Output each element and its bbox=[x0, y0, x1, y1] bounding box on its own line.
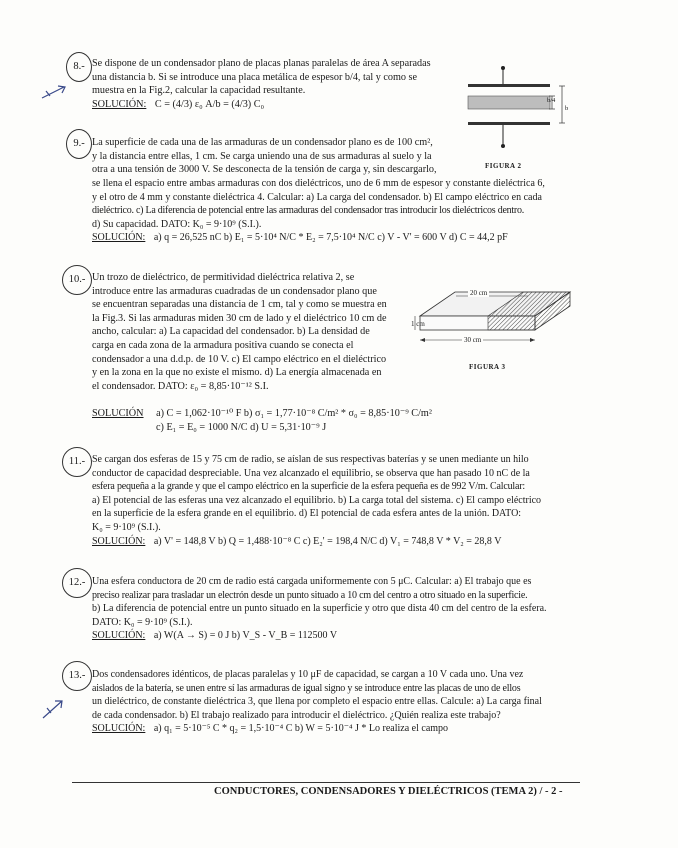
text-line: La superficie de cada una de las armaduras de un condensador plano es de 100 cm², bbox=[92, 137, 433, 148]
problem-number-8: 8.- bbox=[66, 52, 92, 82]
solution-value: a) q = 26,525 nC b) E₁ = 5·10⁴ N/C * E₂ = 7,5·10⁴ N/C c) V - V' = 600 V d) C = 44,2 pF bbox=[153, 232, 508, 244]
figure-2-label-b4: b/4 bbox=[547, 97, 556, 104]
text-line: dieléctrico. c) La diferencia de potencial entre las armaduras del condensador tras introducir los dieléctricos dentro. bbox=[92, 205, 524, 217]
figure-3-label-20cm: 20 cm bbox=[470, 289, 488, 297]
text-line: de cada condensador. b) El trabajo realizado para introducir el dieléctrico. ¿Quién realiza este trabajo? bbox=[92, 709, 501, 721]
solution-value: a) W(A → S) = 0 J b) V_S - V_B = 112500 V bbox=[153, 630, 338, 642]
text-line: Dos condensadores idénticos, de placas paralelas y 10 μF de capacidad, se cargan a 10 V cada uno. Una vez bbox=[92, 669, 524, 680]
pen-arrow-mark bbox=[40, 82, 70, 102]
problem-11-text bbox=[92, 453, 582, 548]
text-line: a) El potencial de las esferas una vez alcanzado el equilibrio. b) La carga total del sistema. c) El campo eléctrico bbox=[92, 494, 542, 506]
text-line: K₀ = 9·10⁹ (S.I.). bbox=[92, 521, 161, 533]
problem-9-text-cont bbox=[92, 177, 582, 245]
figure-3-diagram bbox=[410, 278, 580, 358]
problem-13-text bbox=[92, 668, 582, 736]
problem-number-10: 10.- bbox=[62, 265, 92, 295]
figure-3-caption: FIGURA 3 bbox=[469, 363, 506, 371]
solution-label: SOLUCIÓN bbox=[92, 408, 144, 419]
text-line: el condensador. DATO: ε₀ = 8,85·10⁻¹² S.I. bbox=[92, 380, 269, 392]
solution-label: SOLUCIÓN: bbox=[92, 630, 146, 642]
text-line: esfera pequeña a la grande y que el campo eléctrico en la superficie de la esfera pequeña es de 992 V/m. Calcular: bbox=[92, 481, 525, 493]
text-line: condensador a una d.d.p. de 10 V. c) El campo eléctrico en el dieléctrico bbox=[92, 353, 387, 365]
text-line: Una esfera conductora de 20 cm de radio está cargada uniformemente con 5 μC. Calcular: a) El trabajo que es bbox=[92, 576, 532, 587]
solution-row bbox=[92, 629, 582, 643]
text-line: conductor de capacidad despreciable. Una vez alcanzado el equilibrio, se observa que han pasado 10 nC de la bbox=[92, 467, 530, 479]
problem-12-text bbox=[92, 575, 582, 643]
solution-row bbox=[92, 535, 582, 549]
problem-8-text bbox=[92, 57, 462, 111]
text-line: la Fig.3. Si las armaduras miden 30 cm de lado y el dieléctrico 10 cm de bbox=[92, 312, 387, 324]
text-line: ancho, calcular: a) La capacidad del condensador. b) La densidad de bbox=[92, 326, 370, 338]
text-line: y la distancia entre ellas, 1 cm. Se carga uniendo una de sus armaduras al suelo y la bbox=[92, 150, 432, 162]
solution-row bbox=[92, 421, 512, 435]
text-line: se llena el espacio entre ambas armaduras con dos dieléctricos, uno de 6 mm de espesor y constante dieléctrica 6, bbox=[92, 178, 545, 189]
figure-2-label-b: b bbox=[565, 105, 569, 112]
pen-arrow-mark bbox=[40, 697, 68, 721]
solution-row bbox=[92, 231, 582, 245]
text-line: y el otro de 4 mm y constante dieléctrica 4. Calcular: a) La carga del condensador. b) El campo eléctrico en cada bbox=[92, 191, 542, 203]
text-line: Se dispone de un condensador plano de placas planas paralelas de área A separadas bbox=[92, 58, 431, 69]
text-line: y en la zona en la que no existe el mismo. d) La energía almacenada en bbox=[92, 367, 382, 379]
solution-label: SOLUCIÓN: bbox=[92, 535, 146, 547]
text-line: muestra en la Fig.2, calcular la capacidad resultante. bbox=[92, 85, 306, 97]
text-line: introduce entre las armaduras cuadradas de un condensador plano que bbox=[92, 285, 377, 297]
problem-10-solution bbox=[92, 407, 512, 434]
text-line: un dieléctrico, de constante dieléctrica 3, que llena por completo el espacio entre ellas. Calcule: a) La carga final bbox=[92, 696, 542, 708]
solution-value: a) q₁ = 5·10⁻⁵ C * q₂ = 1,5·10⁻⁴ C b) W = 5·10⁻⁴ J * Lo realiza el campo bbox=[153, 723, 449, 735]
text-line: DATO: K₀ = 9·10⁹ (S.I.). bbox=[92, 616, 193, 628]
text-line: preciso realizar para trasladar un electrón desde un punto situado a 10 cm del centro a otro situado en la superficie. bbox=[92, 589, 528, 601]
problem-number-13: 13.- bbox=[62, 661, 92, 691]
solution-label: SOLUCIÓN: bbox=[92, 232, 146, 244]
text-line: d) Su capacidad. DATO: K₀ = 9·10⁹ (S.I.). bbox=[92, 218, 262, 230]
text-line: Se cargan dos esferas de 15 y 75 cm de radio, se aíslan de sus respectivas baterías y se unen mediante un hilo bbox=[92, 454, 529, 465]
solution-value: c) E₁ = E₀ = 1000 N/C d) U = 5,31·10⁻⁹ J bbox=[156, 421, 327, 433]
solution-value: a) C = 1,062·10⁻¹⁰ F b) σ₁ = 1,77·10⁻⁸ C/m² * σ₀ = 8,85·10⁻⁹ C/m² bbox=[156, 408, 432, 419]
problem-number-9: 9.- bbox=[66, 129, 92, 159]
text-line: Un trozo de dieléctrico, de permitividad dieléctrica relativa 2, se bbox=[92, 272, 355, 283]
problem-9-text bbox=[92, 136, 582, 177]
solution-row bbox=[92, 722, 582, 736]
footer-rule bbox=[72, 782, 580, 783]
solution-row bbox=[92, 98, 462, 112]
solution-label: SOLUCIÓN: bbox=[92, 723, 146, 735]
solution-value: C = (4/3) ε₀ A/b = (4/3) C₀ bbox=[154, 98, 265, 110]
text-line: una distancia b. Si se introduce una placa metálica de espesor b/4, tal y como se bbox=[92, 71, 418, 83]
text-line: b) La diferencia de potencial entre un punto situado en la superficie y otro que dista 40 cm del centro de la esfera. bbox=[92, 603, 547, 615]
text-line: aislados de la batería, se unen entre sí las armaduras de igual signo y se introduce entre las placas de uno de ellos bbox=[92, 682, 521, 694]
text-line: se encuentran separadas una distancia de 1 cm, tal y como se muestra en bbox=[92, 299, 387, 311]
solution-value: a) V' = 148,8 V b) Q = 1,488·10⁻⁸ C c) E₂' = 198,4 N/C d) V₁ = 748,8 V * V₂ = 28,8 V bbox=[153, 535, 502, 547]
problem-number-11: 11.- bbox=[62, 447, 92, 477]
text-line: otra a una tensión de 3000 V. Se desconecta de la tensión de carga y, sin descargarlo, bbox=[92, 164, 437, 176]
text-line: carga en cada zona de la armadura positiva cuando se conecta el bbox=[92, 339, 354, 351]
solution-row bbox=[92, 407, 512, 421]
problem-number-12: 12.- bbox=[62, 568, 92, 598]
figure-2-caption: FIGURA 2 bbox=[485, 162, 522, 170]
figure-3-label-30cm: 30 cm bbox=[464, 336, 482, 344]
figure-3-label-1cm: 1 cm bbox=[411, 320, 425, 328]
page-footer: CONDUCTORES, CONDENSADORES Y DIELÉCTRICOS (TEMA 2) / - 2 - bbox=[214, 786, 563, 797]
text-line: en la superficie de la esfera grande en el equilibrio. d) El potencial de cada esfera antes de la unión. DATO: bbox=[92, 508, 522, 520]
solution-label: SOLUCIÓN: bbox=[92, 98, 147, 110]
problem-10-text bbox=[92, 271, 402, 393]
